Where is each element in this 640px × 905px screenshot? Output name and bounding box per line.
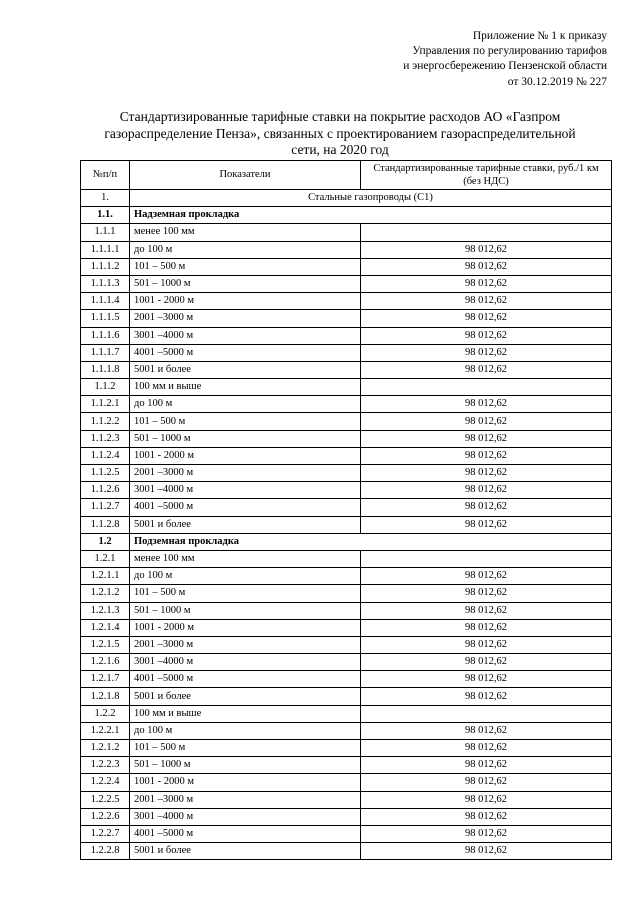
row-rate-value: 98 012,62 xyxy=(361,344,612,361)
row-rate-value: 98 012,62 xyxy=(361,241,612,258)
table-row xyxy=(81,465,612,482)
row-indicator: 101 – 500 м xyxy=(130,585,361,602)
row-indicator: 3001 –4000 м xyxy=(130,482,361,499)
row-rate-value: 98 012,62 xyxy=(361,843,612,860)
row-number: 1.2 xyxy=(81,533,130,550)
row-rate-value: 98 012,62 xyxy=(361,740,612,757)
row-rate-value: 98 012,62 xyxy=(361,654,612,671)
row-number: 1.2.1.2 xyxy=(81,740,130,757)
row-indicator: 101 – 500 м xyxy=(130,413,361,430)
row-rate-value: 98 012,62 xyxy=(361,808,612,825)
row-rate-value: 98 012,62 xyxy=(361,757,612,774)
row-number: 1.2.1.6 xyxy=(81,654,130,671)
row-number: 1.2.2.6 xyxy=(81,808,130,825)
row-number: 1.1.2.4 xyxy=(81,447,130,464)
row-indicator: 501 – 1000 м xyxy=(130,430,361,447)
row-rate-value: 98 012,62 xyxy=(361,396,612,413)
table-row xyxy=(81,447,612,464)
row-number: 1.1.1 xyxy=(81,224,130,241)
table-row xyxy=(81,190,612,207)
appendix-line: от 30.12.2019 № 227 xyxy=(507,75,607,88)
row-indicator: 2001 –3000 м xyxy=(130,310,361,327)
row-number: 1.2.1.7 xyxy=(81,671,130,688)
table-row xyxy=(81,413,612,430)
row-number: 1.1.1.2 xyxy=(81,258,130,275)
row-indicator: 3001 –4000 м xyxy=(130,654,361,671)
row-rate-value: 98 012,62 xyxy=(361,430,612,447)
table-row xyxy=(81,533,612,550)
row-number: 1.1.2.8 xyxy=(81,516,130,533)
row-indicator: 100 мм и выше xyxy=(130,705,361,722)
row-number: 1.1.1.6 xyxy=(81,327,130,344)
table-row xyxy=(81,430,612,447)
row-number: 1.2.2.4 xyxy=(81,774,130,791)
row-rate-value: 98 012,62 xyxy=(361,688,612,705)
table-header-row xyxy=(81,161,612,190)
row-indicator: 4001 –5000 м xyxy=(130,344,361,361)
column-header-indicator: Показатели xyxy=(130,161,361,190)
row-number: 1.2.1.4 xyxy=(81,619,130,636)
table-row xyxy=(81,396,612,413)
appendix-header xyxy=(403,29,607,90)
row-number: 1.1.2.3 xyxy=(81,430,130,447)
appendix-line: и энергосбережению Пензенской области xyxy=(403,60,607,73)
row-indicator: 1001 - 2000 м xyxy=(130,447,361,464)
row-number: 1.1. xyxy=(81,207,130,224)
column-header-rate: Стандартизированные тарифные ставки, руб./1 км (без НДС) xyxy=(361,161,612,190)
row-indicator: 501 – 1000 м xyxy=(130,757,361,774)
row-rate-value: 98 012,62 xyxy=(361,602,612,619)
row-indicator: 501 – 1000 м xyxy=(130,275,361,292)
title-line: Стандартизированные тарифные ставки на покрытие расходов АО «Газпром xyxy=(119,109,561,124)
row-rate-value: 98 012,62 xyxy=(361,327,612,344)
row-number: 1.1.2.5 xyxy=(81,465,130,482)
row-indicator: 5001 и более xyxy=(130,688,361,705)
row-rate-value: 98 012,62 xyxy=(361,499,612,516)
row-number: 1.1.1.1 xyxy=(81,241,130,258)
appendix-line: Управления по регулированию тарифов xyxy=(412,45,607,58)
row-number: 1.1.1.3 xyxy=(81,275,130,292)
table-row xyxy=(81,602,612,619)
row-rate-value xyxy=(361,224,612,241)
column-header-number: №п/п xyxy=(81,161,130,190)
row-indicator: 3001 –4000 м xyxy=(130,327,361,344)
table-row xyxy=(81,344,612,361)
row-indicator: 1001 - 2000 м xyxy=(130,293,361,310)
row-number: 1.2.1.5 xyxy=(81,636,130,653)
row-rate-value: 98 012,62 xyxy=(361,293,612,310)
row-indicator: 101 – 500 м xyxy=(130,258,361,275)
row-rate-value: 98 012,62 xyxy=(361,774,612,791)
row-number: 1.2.1.2 xyxy=(81,585,130,602)
row-indicator: 2001 –3000 м xyxy=(130,465,361,482)
table-row xyxy=(81,585,612,602)
table-row xyxy=(81,482,612,499)
table-row xyxy=(81,740,612,757)
row-indicator: 4001 –5000 м xyxy=(130,671,361,688)
row-number: 1.2.2 xyxy=(81,705,130,722)
row-indicator: 5001 и более xyxy=(130,361,361,378)
row-rate-value: 98 012,62 xyxy=(361,361,612,378)
row-number: 1.2.2.3 xyxy=(81,757,130,774)
row-rate-value: 98 012,62 xyxy=(361,619,612,636)
row-rate-value: 98 012,62 xyxy=(361,671,612,688)
row-indicator: 1001 - 2000 м xyxy=(130,619,361,636)
row-number: 1.2.1.1 xyxy=(81,568,130,585)
row-rate-value: 98 012,62 xyxy=(361,636,612,653)
table-row xyxy=(81,241,612,258)
row-rate-value: 98 012,62 xyxy=(361,258,612,275)
row-number: 1.1.2.2 xyxy=(81,413,130,430)
table-row xyxy=(81,654,612,671)
table-row xyxy=(81,258,612,275)
row-rate-value: 98 012,62 xyxy=(361,791,612,808)
row-rate-value: 98 012,62 xyxy=(361,465,612,482)
table-row xyxy=(81,688,612,705)
row-rate-value: 98 012,62 xyxy=(361,275,612,292)
row-rate-value xyxy=(361,379,612,396)
document-title xyxy=(70,109,610,159)
table-row xyxy=(81,619,612,636)
group-title: Надземная прокладка xyxy=(130,207,612,224)
row-indicator: 101 – 500 м xyxy=(130,740,361,757)
table-row xyxy=(81,774,612,791)
row-rate-value xyxy=(361,550,612,567)
row-rate-value: 98 012,62 xyxy=(361,516,612,533)
row-number: 1.2.2.8 xyxy=(81,843,130,860)
row-indicator: 3001 –4000 м xyxy=(130,808,361,825)
table-row xyxy=(81,636,612,653)
row-indicator: 2001 –3000 м xyxy=(130,636,361,653)
row-number: 1.2.2.7 xyxy=(81,825,130,842)
row-indicator: до 100 м xyxy=(130,568,361,585)
row-indicator: 5001 и более xyxy=(130,843,361,860)
row-number: 1.1.2 xyxy=(81,379,130,396)
title-line: газораспределение Пенза», связанных с проектированием газораспределительной xyxy=(104,125,576,141)
table-row xyxy=(81,516,612,533)
row-number: 1.2.1 xyxy=(81,550,130,567)
row-number: 1.1.2.6 xyxy=(81,482,130,499)
row-indicator: 5001 и более xyxy=(130,516,361,533)
table-row xyxy=(81,671,612,688)
row-rate-value: 98 012,62 xyxy=(361,413,612,430)
row-indicator: менее 100 мм xyxy=(130,224,361,241)
row-indicator: до 100 м xyxy=(130,396,361,413)
row-indicator: 4001 –5000 м xyxy=(130,825,361,842)
row-number: 1.1.1.5 xyxy=(81,310,130,327)
row-rate-value: 98 012,62 xyxy=(361,482,612,499)
row-rate-value: 98 012,62 xyxy=(361,447,612,464)
row-indicator: 4001 –5000 м xyxy=(130,499,361,516)
section-title: Стальные газопроводы (С1) xyxy=(130,190,612,207)
table-row xyxy=(81,207,612,224)
row-number: 1.1.2.1 xyxy=(81,396,130,413)
table-row xyxy=(81,568,612,585)
group-title: Подземная прокладка xyxy=(130,533,612,550)
row-number: 1.1.1.8 xyxy=(81,361,130,378)
row-number: 1.2.1.3 xyxy=(81,602,130,619)
row-rate-value: 98 012,62 xyxy=(361,568,612,585)
table-row xyxy=(81,361,612,378)
row-number: 1.1.1.7 xyxy=(81,344,130,361)
row-number: 1.1.1.4 xyxy=(81,293,130,310)
appendix-line: Приложение № 1 к приказу xyxy=(472,30,607,42)
row-number: 1. xyxy=(81,190,130,207)
table-row xyxy=(81,293,612,310)
row-number: 1.2.1.8 xyxy=(81,688,130,705)
tariff-table xyxy=(80,160,612,860)
table-row xyxy=(81,310,612,327)
table-row xyxy=(81,722,612,739)
table-row xyxy=(81,757,612,774)
row-rate-value: 98 012,62 xyxy=(361,585,612,602)
table-row xyxy=(81,224,612,241)
table-row xyxy=(81,825,612,842)
row-indicator: 1001 - 2000 м xyxy=(130,774,361,791)
table-row xyxy=(81,808,612,825)
row-number: 1.2.2.5 xyxy=(81,791,130,808)
table-row xyxy=(81,499,612,516)
table-row xyxy=(81,327,612,344)
row-indicator: до 100 м xyxy=(130,722,361,739)
row-rate-value: 98 012,62 xyxy=(361,722,612,739)
row-rate-value: 98 012,62 xyxy=(361,310,612,327)
title-line: сети, на 2020 год xyxy=(291,142,389,157)
row-indicator: 100 мм и выше xyxy=(130,379,361,396)
row-indicator: 2001 –3000 м xyxy=(130,791,361,808)
row-number: 1.1.2.7 xyxy=(81,499,130,516)
table-row xyxy=(81,843,612,860)
table-row xyxy=(81,379,612,396)
row-rate-value: 98 012,62 xyxy=(361,825,612,842)
row-rate-value xyxy=(361,705,612,722)
table-body xyxy=(81,190,612,860)
row-number: 1.2.2.1 xyxy=(81,722,130,739)
table-row xyxy=(81,275,612,292)
table-row xyxy=(81,705,612,722)
row-indicator: 501 – 1000 м xyxy=(130,602,361,619)
table-row xyxy=(81,791,612,808)
row-indicator: до 100 м xyxy=(130,241,361,258)
row-indicator: менее 100 мм xyxy=(130,550,361,567)
table-row xyxy=(81,550,612,567)
